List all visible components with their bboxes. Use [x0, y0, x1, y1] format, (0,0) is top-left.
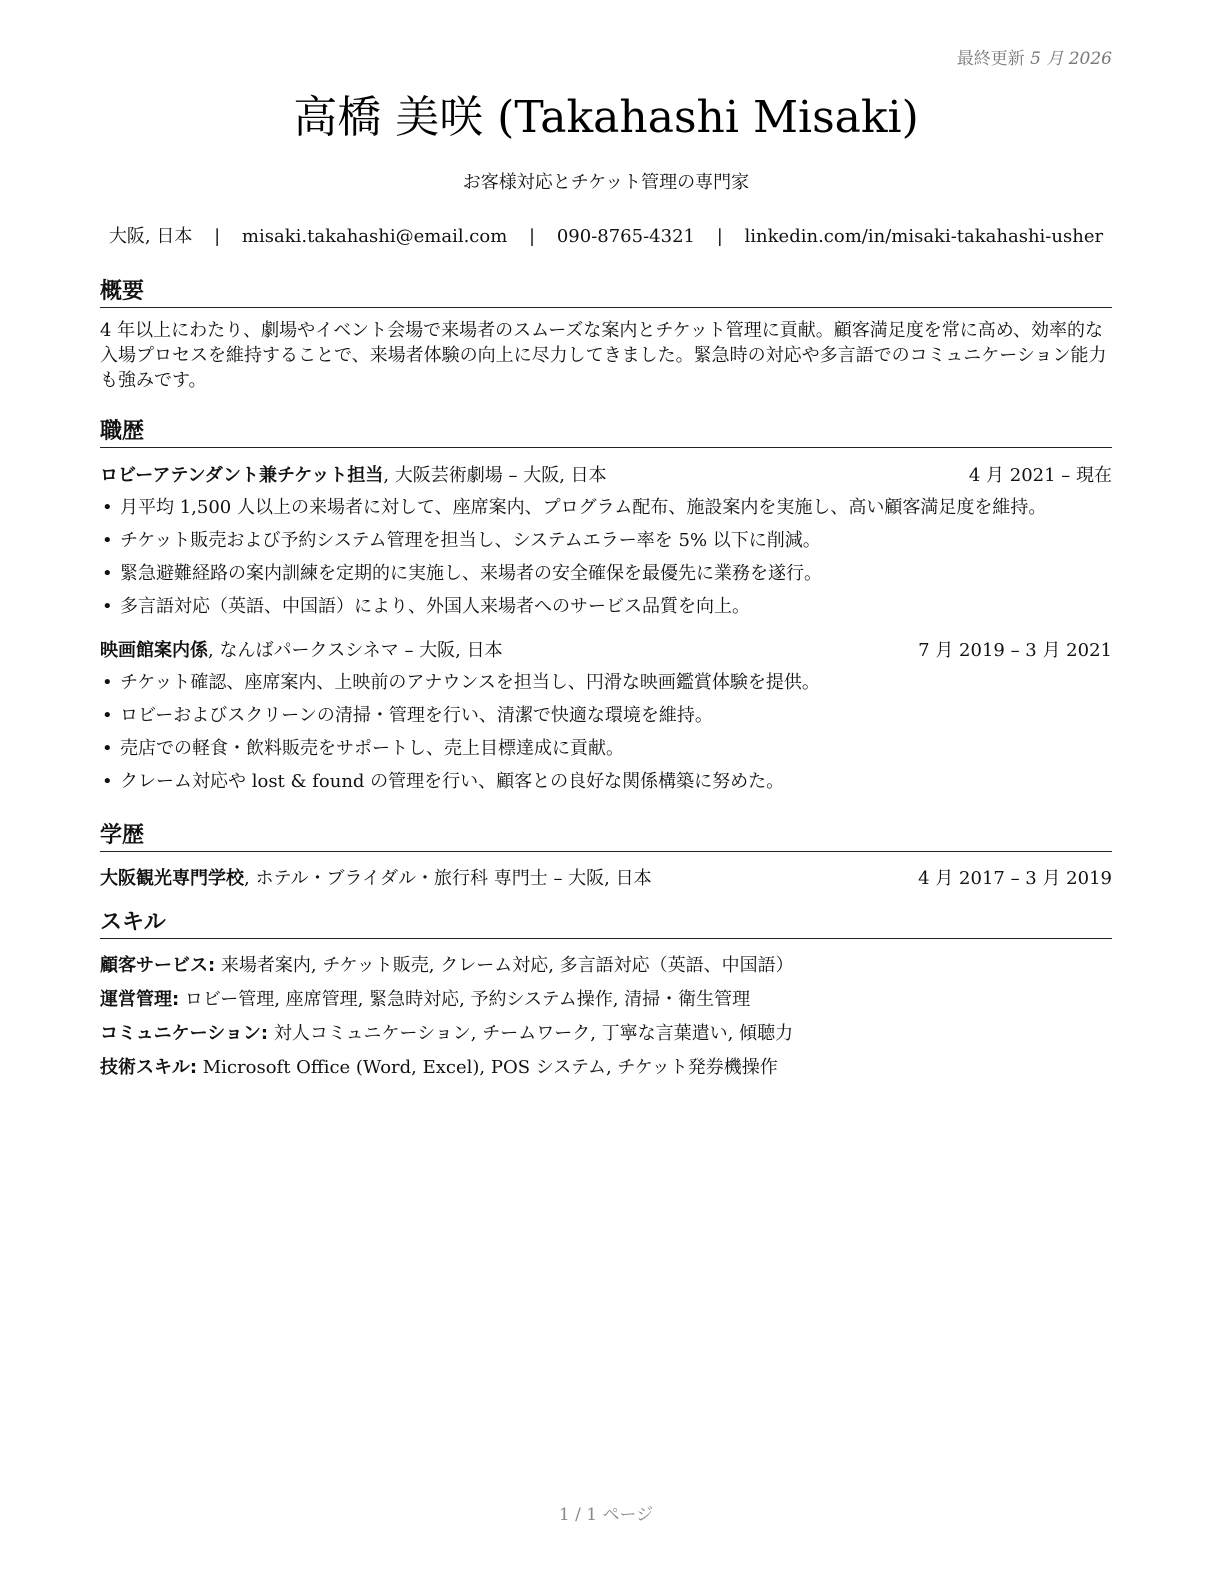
contact-separator: |	[214, 226, 221, 247]
bullet-icon: •	[102, 596, 113, 617]
list-item: • チケット確認、座席案内、上映前のアナウンスを担当し、円滑な映画鑑賞体験を提供。	[100, 670, 1112, 696]
skill-line	[100, 953, 1112, 979]
skill-values: 来場者案内, チケット販売, クレーム対応, 多言語対応（英語、中国語）	[215, 955, 794, 976]
skill-values: ロビー管理, 座席管理, 緊急時対応, 予約システム操作, 清掃・衛生管理	[179, 989, 751, 1010]
list-item: • チケット販売および予約システム管理を担当し、システムエラー率を 5% 以下に削減。	[100, 528, 1112, 554]
last-updated	[957, 44, 1112, 69]
last-updated-date: 5 月 2026	[1030, 49, 1112, 69]
bullet-icon: •	[102, 497, 113, 518]
job-bullets	[100, 495, 1112, 620]
job-dates: 4 月 2021 – 現在	[968, 465, 1112, 486]
job-dates: 7 月 2019 – 3 月 2021	[918, 640, 1112, 661]
education-entry	[100, 866, 1112, 892]
job-org: , なんばパークスシネマ – 大阪, 日本	[208, 640, 503, 661]
school-name: 大阪観光専門学校	[100, 868, 244, 889]
contact-separator: |	[716, 226, 723, 247]
skills-heading: スキル	[100, 909, 1112, 939]
job-header	[100, 638, 1112, 664]
list-item: • ロビーおよびスクリーンの清掃・管理を行い、清潔で快適な環境を維持。	[100, 703, 1112, 729]
list-item: • 多言語対応（英語、中国語）により、外国人来場者へのサービス品質を向上。	[100, 594, 1112, 620]
experience-heading: 職歴	[100, 418, 1112, 448]
contact-location: 大阪, 日本	[108, 226, 193, 247]
experience-section	[100, 418, 1112, 802]
skill-line	[100, 1055, 1112, 1081]
skill-line	[100, 987, 1112, 1013]
education-section	[100, 822, 1112, 892]
page-number: 1 / 1 ページ	[558, 1505, 654, 1525]
contact-separator: |	[529, 226, 536, 247]
list-item: • クレーム対応や lost & found の管理を行い、顧客との良好な関係構築に努めた。	[100, 769, 1112, 795]
contact-phone: 090-8765-4321	[556, 226, 695, 247]
summary-section	[100, 278, 1112, 393]
contact-linkedin[interactable]: linkedin.com/in/misaki-takahashi-usher	[744, 226, 1104, 247]
skills-list	[100, 953, 1112, 1081]
education-dates: 4 月 2017 – 3 月 2019	[918, 868, 1112, 889]
job-header	[100, 463, 1112, 489]
job-bullets	[100, 670, 1112, 795]
skill-values: Microsoft Office (Word, Excel), POS システム, チケット発券機操作	[197, 1057, 778, 1078]
contact-email[interactable]: misaki.takahashi@email.com	[241, 226, 508, 247]
skill-line	[100, 1021, 1112, 1047]
resume-page	[100, 0, 1112, 1584]
skill-values: 対人コミュニケーション, チームワーク, 丁寧な言葉遣い, 傾聴力	[268, 1023, 794, 1044]
contact-line	[100, 224, 1112, 250]
bullet-icon: •	[102, 705, 113, 726]
candidate-name: 高橋 美咲 (Takahashi Misaki)	[293, 92, 919, 143]
summary-text: 4 年以上にわたり、劇場やイベント会場で来場者のスムーズな案内とチケット管理に貢献。顧客満足度を常に高め、効率的な入場プロセスを維持することで、来場者体験の向上に尽力してきました。緊急時の対応や多言語でのコミュニケーション能力も強みです。	[100, 320, 1107, 391]
skills-section	[100, 909, 1112, 1089]
list-item: • 月平均 1,500 人以上の来場者に対して、座席案内、プログラム配布、施設案内を実施し、高い顧客満足度を維持。	[100, 495, 1112, 521]
school-detail: , ホテル・ブライダル・旅行科 専門士 – 大阪, 日本	[244, 868, 652, 889]
bullet-icon: •	[102, 672, 113, 693]
bullet-icon: •	[102, 530, 113, 551]
list-item: • 緊急避難経路の案内訓練を定期的に実施し、来場者の安全確保を最優先に業務を遂行。	[100, 561, 1112, 587]
bullet-icon: •	[102, 771, 113, 792]
summary-heading: 概要	[100, 278, 1112, 308]
job-entry	[100, 463, 1112, 620]
tagline: お客様対応とチケット管理の専門家	[462, 172, 750, 193]
bullet-icon: •	[102, 563, 113, 584]
skill-category: コミュニケーション:	[100, 1023, 269, 1044]
skill-category: 技術スキル:	[100, 1057, 198, 1078]
list-item: • 売店での軽食・飲料販売をサポートし、売上目標達成に貢献。	[100, 736, 1112, 762]
education-heading: 学歴	[100, 822, 1112, 852]
skill-category: 運営管理:	[100, 989, 180, 1010]
skill-category: 顧客サービス:	[100, 955, 216, 976]
bullet-icon: •	[102, 738, 113, 759]
job-title: 映画館案内係	[100, 640, 208, 661]
job-org: , 大阪芸術劇場 – 大阪, 日本	[383, 465, 607, 486]
job-entry	[100, 638, 1112, 795]
job-title: ロビーアテンダント兼チケット担当	[100, 465, 384, 486]
last-updated-label: 最終更新	[956, 49, 1025, 69]
